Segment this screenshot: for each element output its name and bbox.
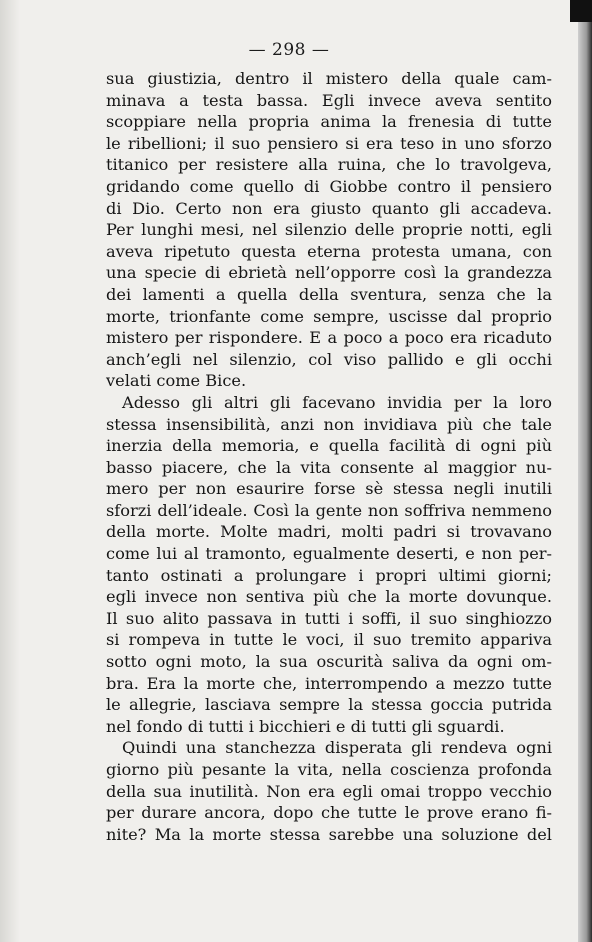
page-shadow — [0, 0, 20, 942]
text-line: come lui al tramonto, egualmente deserti, e non per- — [106, 544, 552, 564]
text-line: sotto ogni moto, la sua oscurità saliva da ogni om- — [106, 652, 552, 672]
text-line: dei lamenti a quella della sventura, senza che la — [106, 284, 552, 304]
text-line: stessa insensibilità, anzi non invidiava più che tale — [106, 414, 552, 434]
text-line: basso piacere, che la vita consente al maggior nu- — [106, 457, 552, 477]
binding-corner — [570, 0, 592, 22]
text-line: Adesso gli altri gli facevano invidia per la loro — [122, 392, 552, 412]
text-line: per durare ancora, dopo che tutte le prove erano fi- — [106, 803, 552, 823]
text-line: mistero per rispondere. E a poco a poco era ricaduto — [106, 328, 552, 348]
book-binding — [578, 0, 592, 942]
text-line: Il suo alito passava in tutti i soffi, il suo singhiozzo — [106, 608, 552, 628]
text-line: morte, trionfante come sempre, uscisse dal proprio — [106, 306, 552, 326]
text-line: le ribellioni; il suo pensiero si era teso in uno sforzo — [106, 133, 552, 153]
text-line: egli invece non sentiva più che la morte dovunque. — [106, 587, 552, 607]
text-line: della sua inutilità. Non era egli omai troppo vecchio — [106, 781, 552, 801]
text-line: velati come Bice. — [106, 371, 247, 391]
text-line: nel fondo di tutti i bicchieri e di tutti gli sguardi. — [106, 716, 505, 736]
page-number: — 298 — — [248, 40, 330, 60]
text-line: si rompeva in tutte le voci, il suo tremito appariva — [106, 630, 552, 650]
text-line: inerzia della memoria, e quella facilità di ogni più — [106, 436, 552, 456]
text-line: una specie di ebrietà nell’opporre così la grandezza — [106, 263, 552, 283]
text-line: le allegrie, lasciava sempre la stessa goccia putrida — [106, 695, 552, 715]
text-line: sforzi dell’ideale. Così la gente non soffriva nemmeno — [106, 500, 552, 520]
text-line: sua giustizia, dentro il mistero della quale cam- — [106, 69, 552, 88]
text-line: Per lunghi mesi, nel silenzio delle proprie notti, egli — [106, 220, 552, 240]
text-line: bra. Era la morte che, interrompendo a mezzo tutte — [106, 673, 552, 693]
text-line: minava a testa bassa. Egli invece aveva sentito — [106, 90, 552, 110]
text-line: scoppiare nella propria anima la frenesia di tutte — [106, 112, 552, 132]
body-text — [106, 68, 552, 845]
text-line: mero per non esaurire forse sè stessa negli inutili — [106, 479, 552, 499]
text-line: Quindi una stanchezza disperata gli rendeva ogni — [122, 738, 552, 758]
text-line: giorno più pesante la vita, nella coscienza profonda — [106, 760, 552, 779]
text-line: della morte. Molte madri, molti padri si trovavano — [106, 522, 552, 542]
text-line: nite? Ma la morte stessa sarebbe una soluzione del — [106, 824, 552, 844]
text-line: anch’egli nel silenzio, col viso pallido e gli occhi — [106, 349, 552, 369]
text-line: tanto ostinati a prolungare i propri ultimi giorni; — [106, 565, 552, 585]
text-line: titanico per resistere alla ruina, che lo travolgeva, — [106, 155, 552, 175]
text-line: aveva ripetuto questa eterna protesta umana, con — [106, 241, 552, 261]
text-line: gridando come quello di Giobbe contro il pensiero — [106, 176, 552, 196]
text-line: di Dio. Certo non era giusto quanto gli accadeva. — [106, 198, 552, 218]
